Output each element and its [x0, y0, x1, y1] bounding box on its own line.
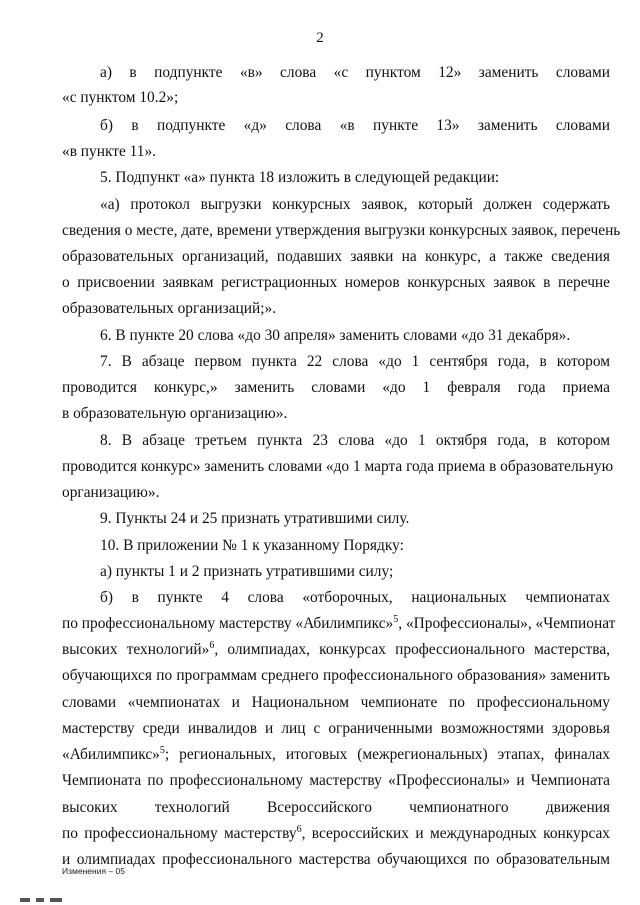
text-line: словами «чемпионатах и Национальном чемпионате по профессиональному — [62, 694, 610, 711]
text-segment: по профессиональному мастерству «Абилимпикс» — [62, 615, 394, 632]
text-segment: , всероссийских и международных конкурсах — [301, 825, 610, 842]
text-line: образовательных организаций, подавших заявки на конкурс, а также сведения — [62, 248, 610, 265]
scan-artifact — [50, 898, 62, 902]
text-line: в образовательную организацию». — [62, 405, 288, 422]
text-line: 7. В абзаце первом пункта 22 слова «до 1 сентября года, в котором — [100, 353, 610, 370]
text-line: «а) протокол выгрузки конкурсных заявок, который должен содержать — [100, 196, 610, 213]
text-segment: , «Профессионалы», «Чемпионат — [398, 615, 616, 632]
text-line: «в пункте 11». — [62, 143, 157, 160]
text-line: и олимпиадах профессионального мастерства обучающихся по образовательным — [62, 851, 610, 868]
text-line: 9. Пункты 24 и 25 признать утратившими силу. — [100, 510, 410, 527]
text-segment: по профессиональному мастерству — [62, 825, 297, 842]
text-segment: , олимпиадах, конкурсах профессионального мастерства, — [214, 641, 611, 658]
text-line: б) в подпункте «д» слова «в пункте 13» заменить словами — [100, 117, 610, 134]
footnote-ref: 5 — [393, 614, 399, 625]
text-line: 10. В приложении № 1 к указанному Порядку: — [100, 537, 404, 554]
text-line: высоких технологий Всероссийского чемпионатного движения — [62, 799, 610, 816]
scan-artifact — [20, 898, 30, 902]
text-line: 5. Подпункт «а» пункта 18 изложить в следующей редакции: — [100, 169, 500, 186]
text-line: 8. В абзаце третьем пункта 23 слова «до 1 октября года, в котором — [100, 432, 610, 449]
page-number: 2 — [316, 30, 324, 46]
scan-artifact — [36, 898, 44, 902]
footer-revision: Изменения – 05 — [62, 866, 125, 876]
text-line — [62, 614, 616, 633]
text-line — [62, 641, 610, 659]
text-line: 6. В пункте 20 слова «до 30 апреля» заменить словами «до 31 декабря». — [100, 327, 571, 344]
text-line: проводится конкурс» заменить словами «до 1 марта года приема в образовательную — [62, 458, 614, 475]
text-line: сведения о месте, дате, времени утверждения выгрузки конкурсных заявок, перечень — [62, 222, 621, 239]
text-segment: высоких технологий» — [62, 641, 210, 658]
text-line: мастерству среди инвалидов и лиц с ограниченными возможностями здоровья — [62, 720, 610, 737]
text-segment: ; региональных, итоговых (межрегиональных) этапах, финалах — [164, 746, 610, 763]
text-segment: «Абилимпикс» — [62, 746, 160, 763]
text-line: образовательных организаций;». — [62, 300, 277, 317]
text-line — [62, 746, 610, 764]
text-line: а) в подпункте «в» слова «с пунктом 12» заменить словами — [100, 64, 610, 81]
text-line: организацию». — [62, 484, 160, 501]
text-line: о присвоении заявкам регистрационных номеров конкурсных заявок в перечне — [62, 274, 610, 291]
footnote-ref: 5 — [159, 745, 165, 756]
text-line: Чемпионата по профессиональному мастерству «Профессионалы» и Чемпионата — [62, 772, 610, 789]
text-line: «с пунктом 10.2»; — [62, 89, 179, 106]
text-line: б) в пункте 4 слова «отборочных, национальных чемпионатах — [100, 589, 610, 606]
text-line: обучающихся по программам среднего профессионального образования» заменить — [62, 667, 610, 684]
footnote-ref: 6 — [209, 640, 215, 651]
text-line: проводится конкурс,» заменить словами «до 1 февраля года приема — [62, 379, 610, 396]
text-line: а) пункты 1 и 2 признать утратившими силу; — [100, 563, 394, 580]
text-line — [62, 825, 610, 843]
footnote-ref: 6 — [296, 824, 302, 835]
